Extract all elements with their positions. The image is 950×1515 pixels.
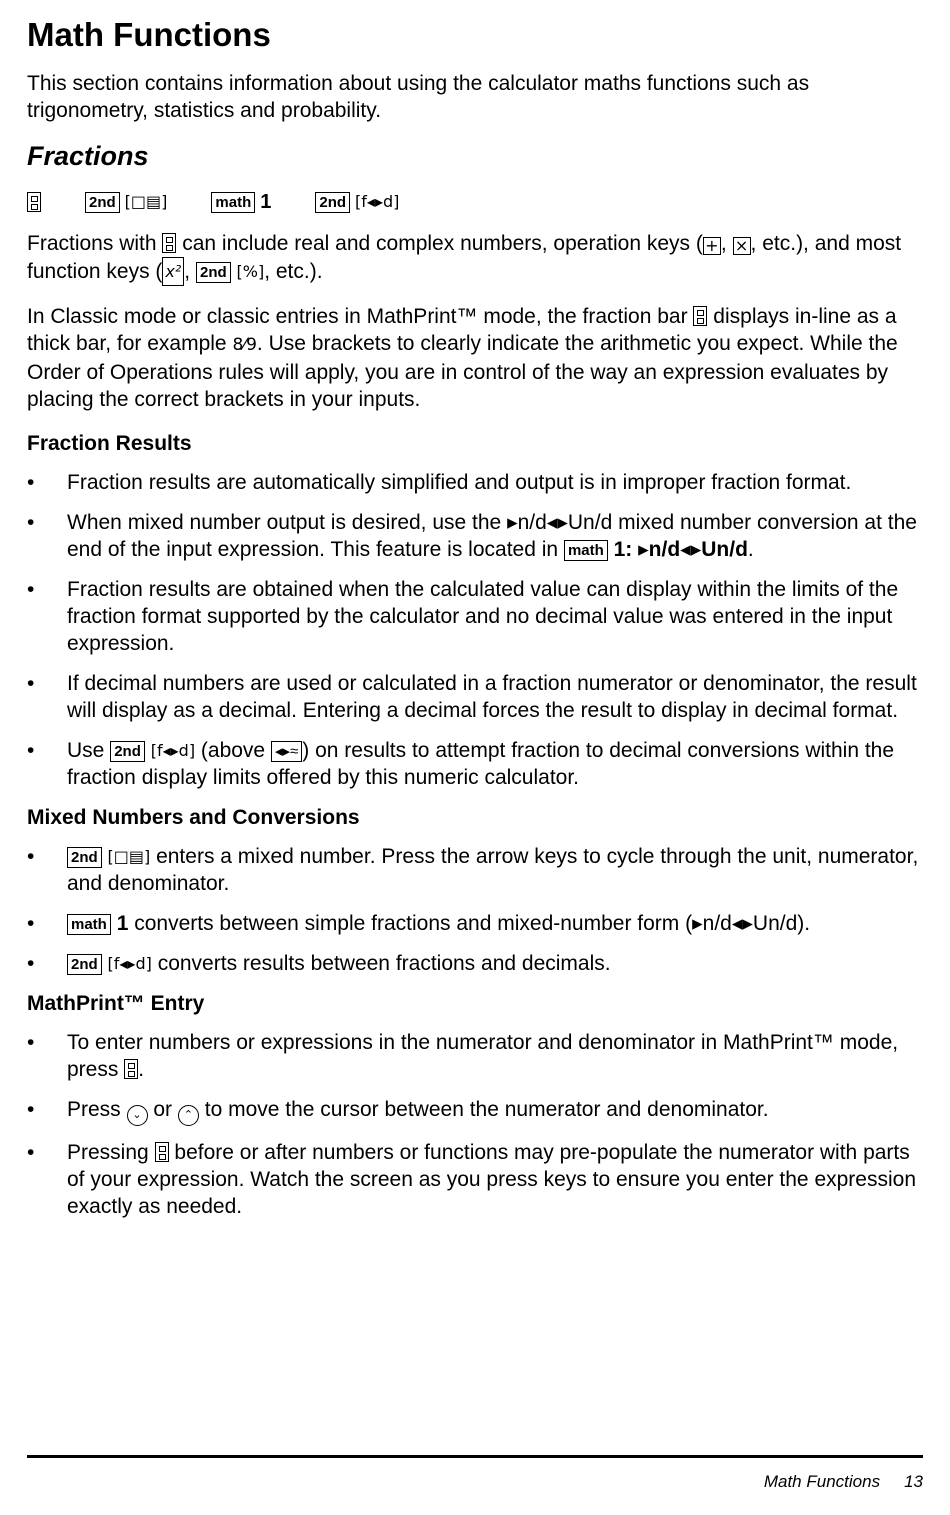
fraction-key-icon: [124, 1059, 138, 1079]
inline-fraction-example: 8⁄9: [232, 335, 257, 355]
mathprint-entry-list: [27, 1029, 922, 1220]
second-key: 2nd: [315, 192, 350, 213]
second-key: 2nd: [85, 192, 120, 213]
section-title: Fractions: [27, 141, 149, 171]
fraction-key-icon: [155, 1142, 169, 1162]
second-key: 2nd: [67, 847, 102, 868]
list-item: • 2nd [□▤] enters a mixed number. Press the arrow keys to cycle through the unit, numerator, and denominator.: [27, 845, 919, 895]
intro-text: This section contains information about using the calculator maths functions such as trigonometry, statistics and probability.: [27, 72, 810, 122]
fraction-decimal-key: [f◂▸d]: [107, 954, 152, 973]
approx-toggle-key: ◂▸≈: [271, 741, 302, 762]
page-content: [27, 12, 922, 1233]
list-item: • To enter numbers or expressions in the numerator and denominator in MathPrint™ mode, press .: [27, 1031, 899, 1081]
list-item: • math 1 converts between simple fractions and mixed-number form (▸n/d◂▸Un/d).: [27, 912, 811, 935]
footer-divider: [27, 1455, 923, 1458]
fraction-decimal-key: [f◂▸d]: [355, 192, 400, 211]
second-key: 2nd: [196, 262, 231, 283]
percent-key: [%]: [236, 262, 265, 281]
math-key: math: [211, 192, 255, 213]
fraction-key-icon: [27, 192, 41, 212]
page-title: Math Functions: [27, 16, 271, 53]
fraction-results-list: [27, 469, 922, 791]
mixed-numbers-list: [27, 843, 922, 977]
fractions-paragraph-1: Fractions with can include real and complex numbers, operation keys ( + , × , etc.), and most function keys ( x² , 2nd [%], etc.).: [27, 230, 922, 286]
fraction-key-icon: [693, 306, 707, 326]
conversion-symbol: ▸n/d◂▸Un/d: [507, 511, 613, 534]
list-item: • 2nd [f◂▸d] converts results between fractions and decimals.: [27, 952, 611, 975]
second-key: 2nd: [67, 954, 102, 975]
list-item: • Fraction results are automatically simplified and output is in improper fraction format.: [27, 471, 852, 494]
menu-item-label: 1: ▸n/d◂▸Un/d: [613, 538, 748, 561]
menu-item-number: 1: [260, 191, 272, 213]
up-arrow-key-icon: ⌃: [178, 1105, 199, 1126]
footer-section-label: Math Functions: [763, 1472, 881, 1491]
list-item: • Use 2nd [f◂▸d] (above ◂▸≈ ) on results to attempt fraction to decimal conversions within the fraction display limits offered by this numeric calculator.: [27, 739, 895, 789]
fraction-key-row: [27, 187, 922, 217]
math-key: math: [67, 914, 111, 935]
list-item: • Press ⌄ or ⌃ to move the cursor between the numerator and denominator.: [27, 1096, 922, 1126]
page-footer: [764, 1472, 923, 1492]
mixed-numbers-heading: Mixed Numbers and Conversions: [27, 806, 360, 829]
mixed-number-key: [□▤]: [124, 192, 168, 211]
menu-item-number: 1: [116, 912, 129, 935]
page-number: 13: [904, 1472, 923, 1491]
list-item: • Pressing before or after numbers or functions may pre-populate the numerator with parts of your expression. Watch the screen as you press keys to ensure you enter the expression exactly as needed.: [27, 1141, 916, 1218]
math-key: math: [564, 540, 608, 561]
list-item: • Fraction results are obtained when the calculated value can display within the limits of the fraction format supported by the calculator and no decimal value was entered in the input expression.: [27, 578, 899, 655]
mathprint-entry-heading: MathPrint™ Entry: [27, 992, 205, 1015]
fraction-decimal-key: [f◂▸d]: [150, 741, 196, 760]
fraction-results-heading: Fraction Results: [27, 432, 192, 455]
x-squared-key: x²: [162, 257, 184, 286]
second-key: 2nd: [110, 741, 145, 762]
fraction-key-icon: [162, 233, 176, 253]
list-item: • When mixed number output is desired, use the ▸n/d◂▸Un/d mixed number conversion at the end of the input expression. This feature is located in math 1: ▸n/d◂▸Un/d.: [27, 511, 917, 561]
list-item: • If decimal numbers are used or calculated in a fraction numerator or denominator, the result will display as a decimal. Entering a decimal forces the result to display in decimal format.: [27, 672, 917, 722]
mixed-number-key: [□▤]: [107, 847, 151, 866]
fractions-paragraph-2: In Classic mode or classic entries in MathPrint™ mode, the fraction bar displays in-line as a thick bar, for example 8⁄9. Use brackets to clearly indicate the arithmetic you expect. While the Order of Operations rules will apply, you are in control of the way an expression evaluates by placing the correct brackets in your inputs.: [27, 305, 898, 411]
down-arrow-key-icon: ⌄: [127, 1105, 148, 1126]
plus-key-icon: +: [703, 237, 721, 255]
times-key-icon: ×: [733, 237, 751, 255]
